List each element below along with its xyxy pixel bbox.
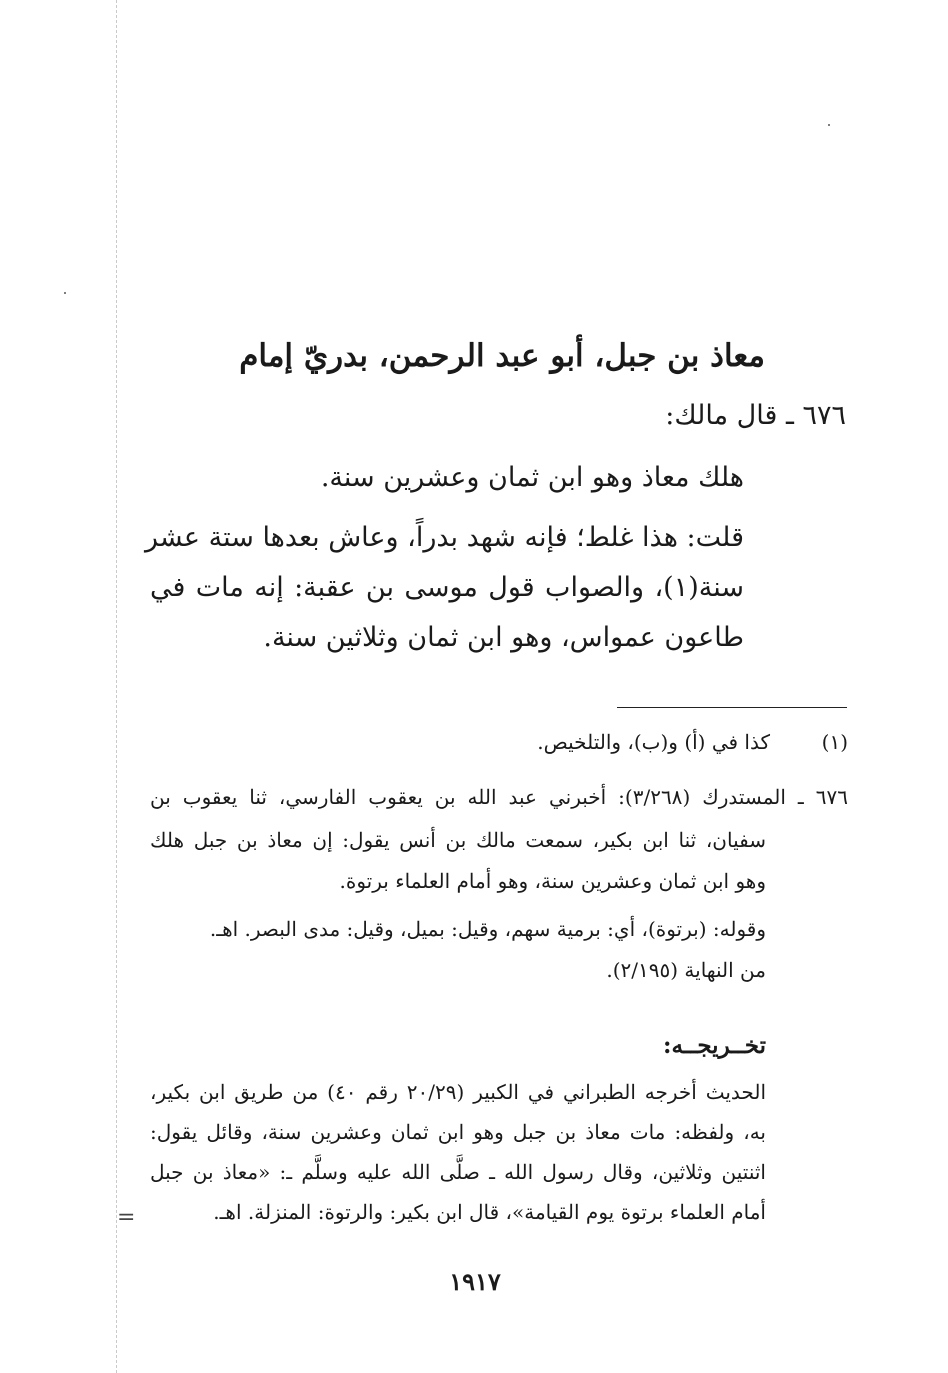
note-line: وقوله: (برتوة)، أي: برمية سهم، وقيل: بميل، وقيل: مدى البصر. اهـ. <box>209 917 766 941</box>
entry-text-line: هلك معاذ وهو ابن ثمان وعشرين سنة. <box>320 462 744 493</box>
footnote-text: كذا في (أ) و(ب)، والتلخيص. <box>537 730 770 754</box>
margin-mark: = <box>117 1205 136 1230</box>
entry-text-line: سنة(١)، والصواب قول موسى بن عقبة: إنه مات في <box>150 572 744 603</box>
entry-text-line: طاعون عمواس، وهو ابن ثمان وثلاثين سنة. <box>263 622 744 653</box>
page-edge-rule <box>116 0 117 1373</box>
note-line: ٦٧٦ ـ المستدرك (٣/٢٦٨): أخبرني عبد الله بن يعقوب الفارسي، ثنا يعقوب بن <box>150 785 849 809</box>
takhrij-heading: تخــريجــه: <box>663 1032 766 1059</box>
note-line: من النهاية (٢/١٩٥). <box>606 958 766 982</box>
note-line: سفيان، ثنا ابن بكير، سمعت مالك بن أنس يقول: إن معاذ بن جبل هلك <box>150 828 766 852</box>
takhrij-line: به، ولفظه: مات معاذ بن جبل وهو ابن ثمان وعشرين سنة، وقائل يقول: <box>150 1120 766 1144</box>
page-title: معاذ بن جبل، أبو عبد الرحمن، بدريّ إمام <box>239 338 765 374</box>
footnote-divider <box>617 707 847 708</box>
scan-speck <box>828 124 830 126</box>
takhrij-line: الحديث أخرجه الطبراني في الكبير (٢٠/٢٩ رقم ٤٠) من طريق ابن بكير، <box>150 1080 766 1104</box>
page-number: ١٩١٧ <box>449 1267 501 1296</box>
entry-text-line: قلت: هذا غلط؛ فإنه شهد بدراً، وعاش بعدها ستة عشر <box>144 522 744 553</box>
takhrij-line: أمام العلماء برتوة يوم القيامة»، قال ابن بكير: والرتوة: المنزلة. اهـ. <box>213 1200 766 1224</box>
scan-speck <box>64 292 66 294</box>
entry-heading: ٦٧٦ ـ قال مالك: <box>665 400 846 431</box>
footnote-number: (١) <box>821 730 848 754</box>
note-line: وهو ابن ثمان وعشرين سنة، وهو أمام العلماء برتوة. <box>339 869 766 893</box>
takhrij-line: اثنتين وثلاثين، وقال رسول الله ـ صلَّى الله عليه وسلَّم ـ: «معاذ بن جبل <box>150 1160 766 1184</box>
